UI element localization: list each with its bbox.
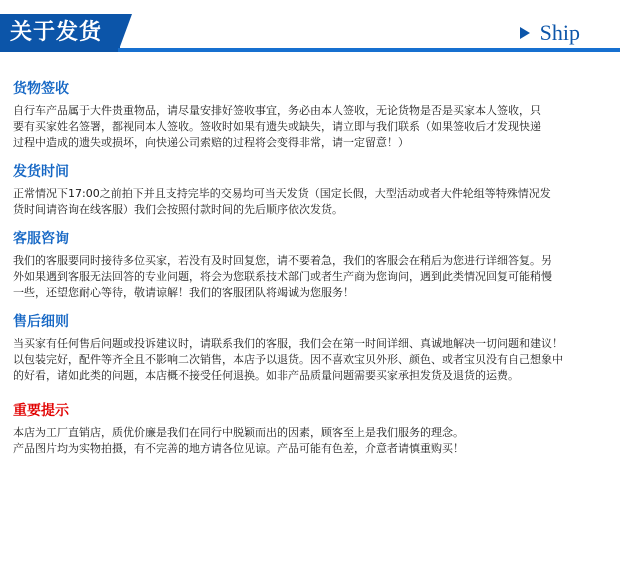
header (0, 0, 620, 64)
main-content (13, 80, 611, 469)
section-customer-service (13, 230, 611, 301)
section-title: 重要提示 (13, 403, 69, 419)
header-underline (118, 48, 620, 52)
subtitle-text: Ship (539, 20, 580, 45)
section-body: 自行车产品属于大件贵重物品，请尽量安排好签收事宜，务必由本人签收，无论货物是否是买家本人签收，只 要有买家姓名签署，都视同本人签收。签收时如果有遗失或缺失，请立即与我们联系（如果签收后才发现快递 过程中造成的遗失或损坏，向快递公司索赔的过程将会变得非常，请一定留意！） (13, 104, 541, 149)
section-body: 本店为工厂直销店，质优价廉是我们在同行中脱颖而出的因素，顾客至上是我们服务的理念。 产品图片均为实物拍摄，有不完善的地方请各位见谅。产品可能有色差，介意者请慎重购买！ (13, 426, 464, 455)
triangle-arrow-icon (520, 27, 530, 39)
section-title: 售后细则 (13, 314, 69, 330)
section-title: 客服咨询 (13, 231, 69, 247)
section-title: 货物签收 (13, 81, 69, 97)
section-important-notice (13, 402, 611, 457)
section-body: 我们的客服要同时接待多位买家，若没有及时回复您，请不要着急，我们的客服会在稍后为您进行详细答复。另 外如果遇到客服无法回答的专业问题，将会为您联系技术部门或者生产商为您询问，遇到此类情况回复可能稍慢 一些，还望您耐心等待，敬请谅解！我们的客服团队将竭诚为您服务！ (13, 254, 552, 299)
section-body: 正常情况下17:00之前拍下并且支持完毕的交易均可当天发货（国定长假，大型活动或者大件轮组等特殊情况发 货时间请咨询在线客服）我们会按照付款时间的先后顺序依次发货。 (13, 187, 551, 216)
section-after-sales (13, 313, 611, 384)
section-receipt (13, 80, 611, 151)
section-title: 发货时间 (13, 164, 69, 180)
banner-slant (118, 14, 132, 52)
page-title: 关于发货 (10, 20, 103, 45)
section-shipping-time (13, 163, 611, 218)
title-banner (0, 14, 120, 52)
section-body: 当买家有任何售后问题或投诉建议时，请联系我们的客服，我们会在第一时间详细、真诚地解决一切问题和建议！ 以包装完好，配件等齐全且不影响二次销售，本店予以退货。因不喜欢宝贝外形、颜色、或者宝贝没有自己想象中 的好看，诸如此类的问题，本店概不接受任何退换。如非产品质量问题需要买家承担发货及退货的运费。 (13, 337, 563, 382)
subtitle (520, 20, 580, 46)
